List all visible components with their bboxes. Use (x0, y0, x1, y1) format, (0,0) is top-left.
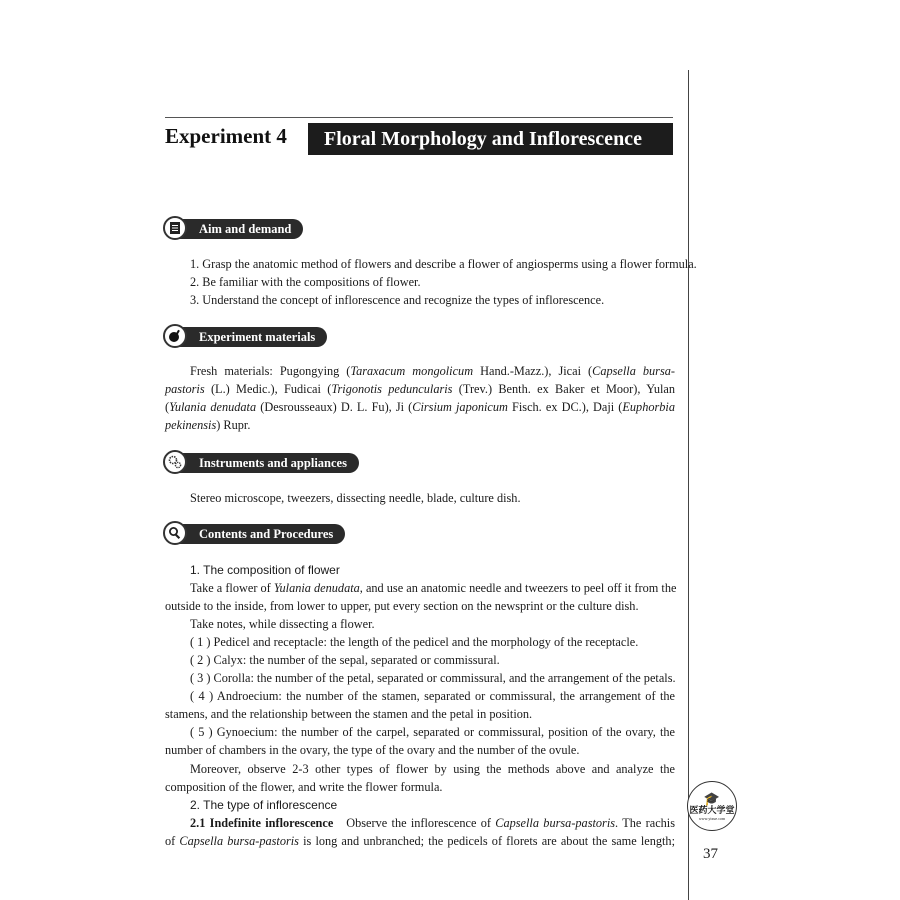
aim-item-1: 1. Grasp the anatomic method of flowers and describe a flower of angiosperms using a flower formula. (190, 257, 697, 271)
item-5-line-2: number of chambers in the ovary, the type of the ovary and the number of the ovule. (165, 743, 580, 757)
section-title: Instruments and appliances (177, 453, 359, 473)
sub21-line-2: of Capsella bursa-pastoris is long and unbranched; the pedicels of florets are about the same length; (165, 834, 675, 848)
page-number: 37 (703, 846, 718, 862)
item-3: ( 3 ) Corolla: the number of the petal, separated or commissural, and the arrangement of the petals. (190, 671, 676, 685)
aim-item-2: 2. Be familiar with the compositions of flower. (190, 275, 421, 289)
item-4-line-1: ( 4 ) Androecium: the number of the stamen, separated or commissural, the arrangement of the (190, 689, 675, 703)
item-1: ( 1 ) Pedicel and receptacle: the length of the pedicel and the morphology of the receptacle. (190, 635, 639, 649)
logo-small-text: www.yixue.com (698, 815, 726, 821)
aim-item-3: 3. Understand the concept of inflorescence and recognize the types of inflorescence. (190, 293, 605, 307)
p1-line-2: outside to the inside, from lower to upper, put every section on the newsprint or the culture dish. (165, 599, 639, 613)
moreover-line-2: composition of the flower, and write the flower formula. (165, 780, 443, 794)
magnifier-icon (163, 521, 187, 545)
header-rule (165, 117, 673, 118)
sub21-line-1: 2.1 Indefinite inflorescence Observe the inflorescence of Capsella bursa-pastoris. The rachis (190, 816, 675, 830)
section-title: Aim and demand (177, 219, 303, 239)
p1-line-1: Take a flower of Yulania denudata, and use an anatomic needle and tweezers to peel off it from the (190, 581, 677, 595)
margin-rule (688, 70, 689, 900)
gears-icon (163, 450, 187, 474)
item-2: ( 2 ) Calyx: the number of the sepal, separated or commissural. (190, 653, 500, 667)
moreover-line-1: Moreover, observe 2-3 other types of flower by using the methods above and analyze the (190, 762, 675, 776)
item-5-line-1: ( 5 ) Gynoecium: the number of the carpel, separated or commissural, position of the ovary, the (190, 725, 675, 739)
materials-line-3: (Yulania denudata (Desrousseaux) D. L. Fu), Ji (Cirsium japonicum Fisch. ex DC.), Daji (Euphorbia (165, 400, 675, 414)
subheading-inflorescence: 2. The type of inflorescence (190, 798, 338, 812)
p2: Take notes, while dissecting a flower. (190, 617, 375, 631)
logo-text: 医药大学堂 (689, 804, 735, 815)
publisher-logo (687, 781, 737, 831)
flask-icon (163, 324, 187, 348)
section-title: Contents and Procedures (177, 524, 345, 544)
experiment-title: Floral Morphology and Inflorescence (308, 123, 673, 155)
materials-line-4: pekinensis) Rupr. (165, 418, 251, 432)
graduation-cap-icon: 🎓 (703, 790, 721, 806)
item-4-line-2: stamens, and the relationship between the stamen and the petal in position. (165, 707, 533, 721)
clipboard-icon (163, 216, 187, 240)
section-title: Experiment materials (177, 327, 327, 347)
instruments-text: Stereo microscope, tweezers, dissecting needle, blade, culture dish. (190, 491, 521, 505)
materials-line-1: Fresh materials: Pugongying (Taraxacum mongolicum Hand.-Mazz.), Jicai (Capsella bursa- (190, 364, 675, 378)
experiment-number: Experiment 4 (165, 124, 287, 148)
subheading-composition: 1. The composition of flower (190, 563, 340, 577)
sub21-label: 2.1 Indefinite inflorescence (190, 816, 334, 830)
materials-line-2: pastoris (L.) Medic.), Fudicai (Trigonotis peduncularis (Trev.) Benth. ex Baker et Moor), Yulan (165, 382, 675, 396)
